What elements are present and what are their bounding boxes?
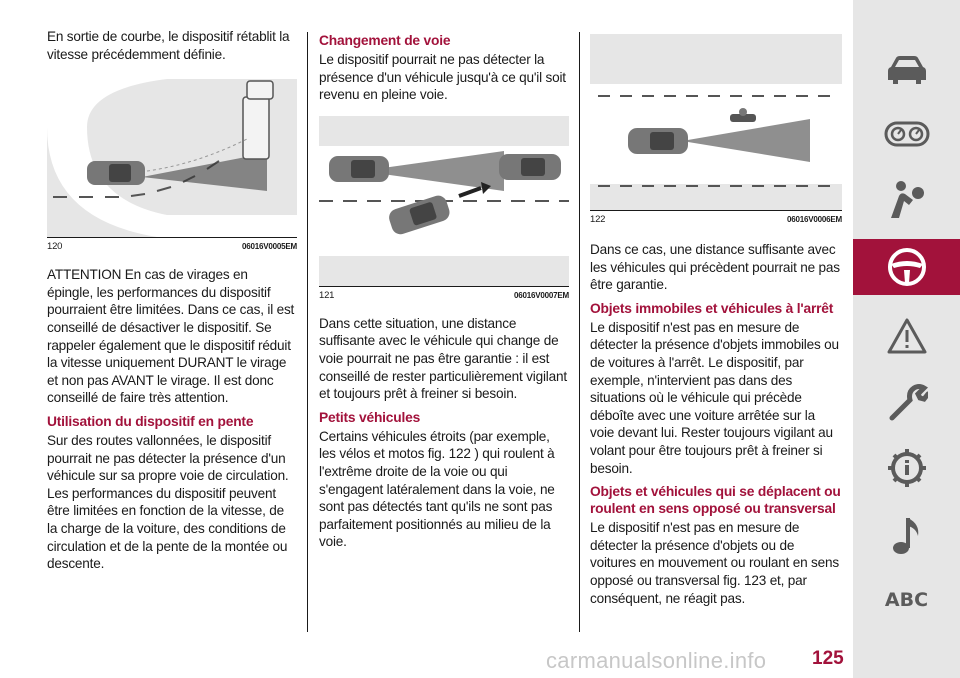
wrench-icon [886,382,928,424]
music-icon [890,514,924,558]
figure-caption [319,286,569,303]
figure-number: 120 [47,241,63,253]
figure-120 [47,69,297,237]
figure-122 [590,34,842,210]
body-text: Certains véhicules étroits (par exemple, les vélos et motos fig. 122 ) qui roulent à l'extrême droite de la voie ou qui s'engagent latéralement dans la voie, ne sont pas détectés tant qu'ils ne sont pas parfaitement positionnés au milieu de la voie. [319,428,555,550]
lane-change-illustration [319,116,569,286]
nav-index[interactable] [853,572,960,628]
nav-technical-data[interactable] [853,440,960,496]
body-text: Dans cette situation, une distance suffisante avec le véhicule qui change de voie pourrait ne pas être garantie : il est conseillé de rester particulièrement vigilant et toujours prêt à freiner si besoin. [319,315,567,402]
dashboard-icon [884,120,930,148]
column-divider [579,32,580,632]
watermark: carmanualsonline.info [546,648,767,673]
nav-warnings[interactable] [853,308,960,364]
attention-text: ATTENTION En cas de virages en épingle, les performances du dispositif pourraient être limitées. Dans ce cas, il est conseillé de désactiver le dispositif. Se rappeler également que le dispositif réduit la vitesse uniquement DURANT le virage et non pas AVANT le virage. Il est donc conseillé de faire très attention. [47,267,295,406]
small-vehicle-illustration [590,34,842,210]
body-text: Le dispositif pourrait ne pas détecter la présence d'un véhicule jusqu'à ce qu'il soit revenu en pleine voie. [319,52,566,103]
chapter-sidebar [853,0,960,678]
abc-icon: ABC [884,589,929,611]
nav-maintenance[interactable] [853,375,960,431]
column-1 [47,28,297,577]
nav-car[interactable] [853,42,960,98]
nav-safety[interactable] [853,172,960,228]
airbag-icon [887,178,927,222]
section-heading: Utilisation du dispositif en pente [47,413,254,429]
info-icon [885,446,929,490]
column-2 [319,28,569,555]
body-text: Sur des routes vallonnées, le dispositif pourrait ne pas détecter la présence d'un véhicule sur sa propre voie de circulation. Les performances du dispositif peuvent être limitées en fonction de la vitesse, de la charge de la voiture, des conditions de circulation et de la pente de la montée ou descente. [47,432,289,572]
section-heading: Changement de voie [319,33,451,48]
steering-wheel-icon [886,246,928,288]
body-text: Le dispositif n'est pas en mesure de détecter la présence d'objets immobiles ou de voitures à l'arrêt. Le dispositif, par exemple, n'intervient pas dans des situations où le véhicule qui précède déboîte avec une voiture arrêtée sur la voie devant lui. Rester toujours vigilant au volant pour être toujours prêt à freiner si besoin. [590,319,839,476]
figure-code: 06016V0006EM [787,215,842,224]
page-number: 125 [812,648,844,669]
figure-code: 06016V0007EM [514,290,569,300]
figure-121 [319,116,569,286]
nav-dashboard[interactable] [853,106,960,162]
figure-caption [590,210,842,227]
figure-number: 122 [590,214,606,225]
figure-caption [47,237,297,254]
column-divider [307,32,308,632]
body-text: Le dispositif n'est pas en mesure de détecter la présence d'objets ou de voitures en mouvement ou roulant en sens opposé ou transversal fig. 123 et, par conséquent, ne réagit pas. [590,520,839,606]
nav-driving[interactable] [853,239,960,295]
section-heading: Petits véhicules [319,409,421,425]
column-3 [590,28,842,611]
nav-multimedia[interactable] [853,508,960,564]
figure-number: 121 [319,289,335,301]
intro-text: En sortie de courbe, le dispositif rétablit la vitesse précédemment définie. [47,29,290,62]
section-heading: Objets immobiles et véhicules à l'arrêt [590,300,834,316]
car-icon [885,53,929,87]
warning-icon [886,317,928,355]
hairpin-curve-illustration [47,69,297,237]
figure-code: 06016V0005EM [242,242,297,252]
body-text: Dans ce cas, une distance suffisante avec les véhicules qui précèdent pourrait ne pas être garantie. [590,242,840,293]
section-heading: Objets et véhicules qui se déplacent ou roulent en sens opposé ou transversal [590,484,841,517]
